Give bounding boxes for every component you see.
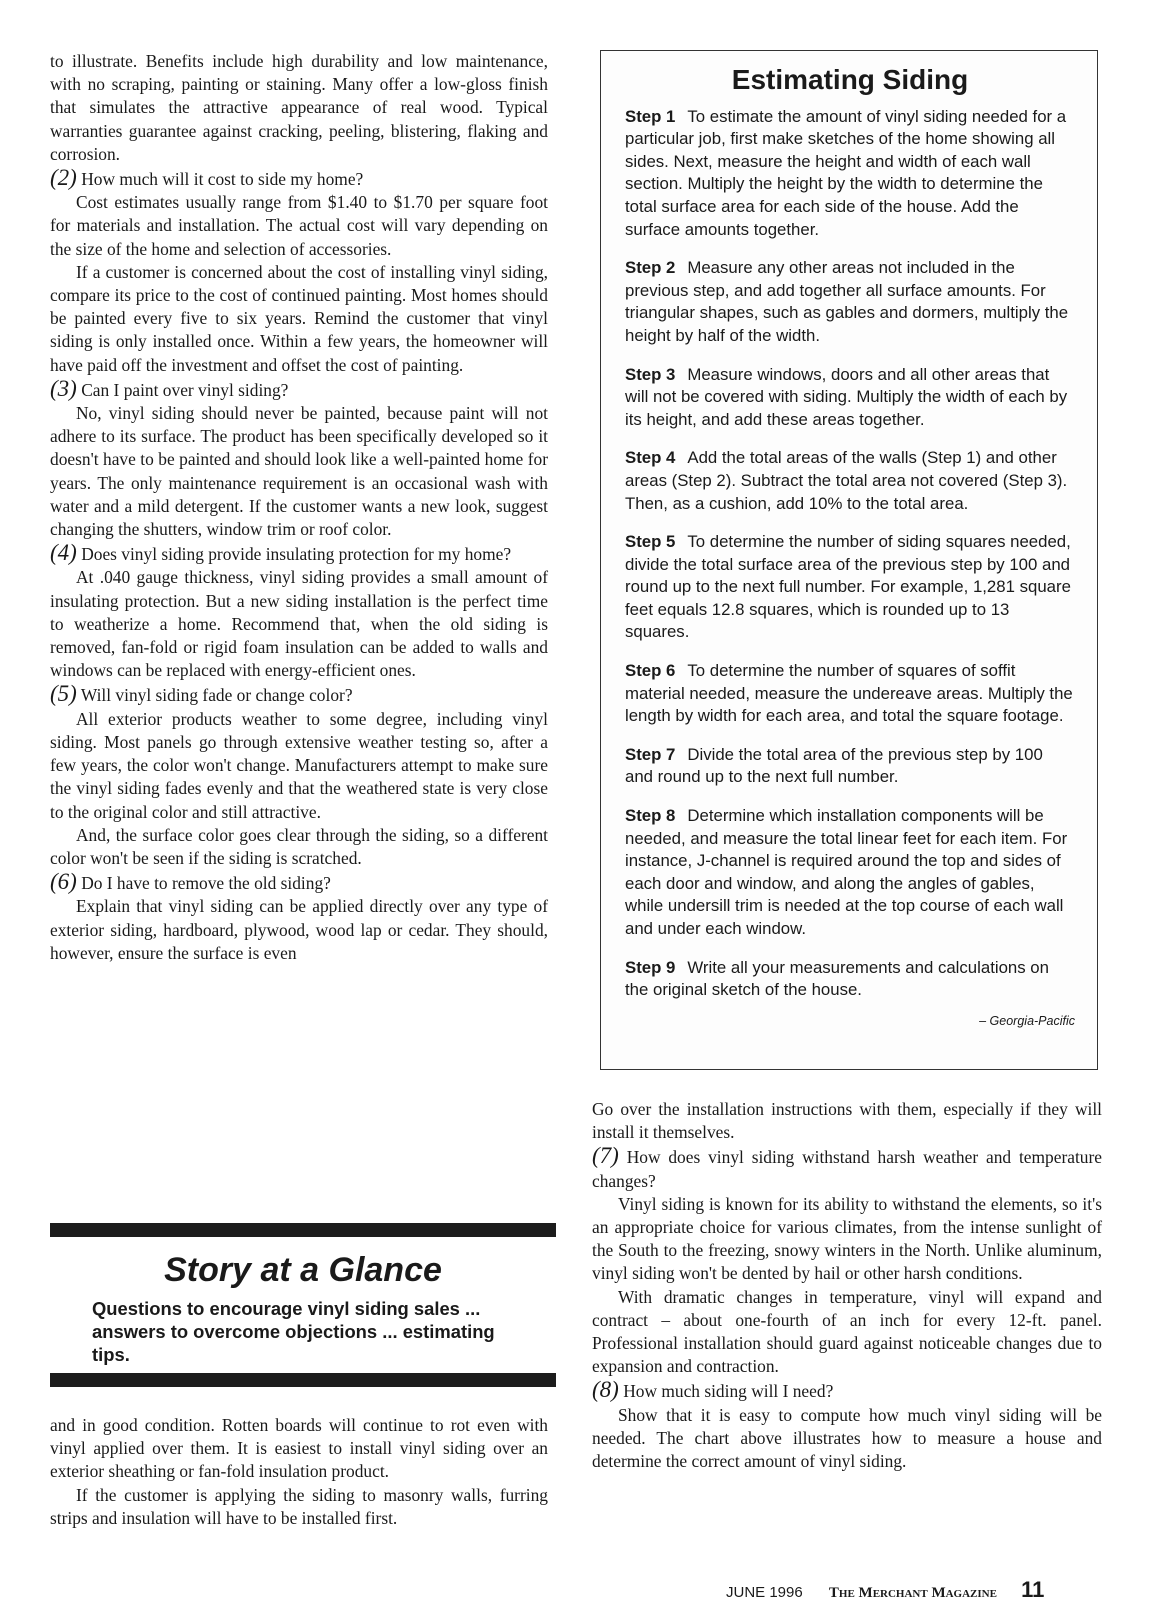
question-text: Will vinyl siding fade or change color? [80, 685, 353, 706]
question-number: (3) [50, 375, 77, 401]
answer-paragraph: Go over the installation instructions with them, especially if they will install it themselves. [592, 1099, 1102, 1143]
question-text: How much siding will I need? [623, 1381, 834, 1402]
answer-paragraph: All exterior products weather to some degree, including vinyl siding. Most panels go through extensive weather testing so, after a few years, the color won't change. Manufacturers attempt to make sure the vinyl siding fades evenly and that the weathered state is very close to the original color and still attractive. [50, 708, 548, 822]
step-label: Step 4 [625, 448, 676, 468]
left-column-continued [50, 1414, 548, 1530]
question-4 [50, 541, 548, 566]
question-number: (7) [592, 1143, 619, 1169]
step-label: Step 2 [625, 258, 676, 278]
step-text: Determine which installation components will be needed, and measure the total linear feet for each item. For instance, J-channel is required around the top and sides of each door and window, and along the angles of gables, while undersill trim is needed at the top course of each wall and under each window. [625, 806, 1068, 938]
question-number: (4) [50, 540, 77, 566]
sidebar-title: Estimating Siding [731, 64, 969, 95]
question-7 [592, 1144, 1102, 1192]
step-text: Measure any other areas not included in the previous step, and add together all surface amounts. For triangular shapes, such as gables and dormers, multiply the height by half of the width. [625, 258, 1069, 345]
answer-paragraph: Show that it is easy to compute how much vinyl siding will be needed. The chart above illustrates how to measure a house and determine the correct amount of vinyl siding. [592, 1404, 1102, 1472]
question-2 [50, 166, 548, 191]
question-number: (5) [50, 681, 77, 707]
question-number: (2) [50, 165, 77, 191]
step-label: Step 8 [625, 806, 676, 826]
question-8 [592, 1378, 1102, 1403]
question-6 [50, 870, 548, 895]
question-number: (6) [50, 869, 77, 895]
page-footer [726, 1577, 1044, 1603]
step-8 [625, 805, 1075, 941]
intro-paragraph: to illustrate. Benefits include high durability and low maintenance, with no scraping, painting or staining. Many offer a low-gloss finish that simulates the attractive appearance of real wood. Typical warranties guarantee against cracking, peeling, blistering, flaking and corrosion. [50, 51, 548, 164]
step-text: Divide the total area of the previous step by 100 and round up to the next full number. [625, 744, 1043, 787]
step-4 [625, 447, 1075, 515]
step-text: Add the total areas of the walls (Step 1) and other areas (Step 2). Subtract the total area not covered (Step 3). Then, as a cushion, add 10% to the total area. [625, 448, 1068, 513]
step-text: To determine the number of squares of soffit material needed, measure the undereave areas. Multiply the length by width for each area, and total the square footage. [625, 661, 1073, 726]
top-rule [50, 1223, 556, 1237]
step-text: Write all your measurements and calculations on the original sketch of the house. [625, 957, 1049, 1000]
left-column [50, 50, 548, 965]
glance-subtitle: Questions to encourage vinyl siding sales ... answers to overcome objections ... estimating tips. [92, 1298, 495, 1365]
right-column [592, 1098, 1102, 1473]
question-5 [50, 682, 548, 707]
step-1 [625, 106, 1075, 242]
answer-paragraph: At .040 gauge thickness, vinyl siding provides a small amount of insulating protection. But a new siding installation is the perfect time to weatherize a home. Recommend that, when the old siding is removed, fan-fold or rigid foam insulation can be added to walls and windows can be replaced with energy-efficient ones. [50, 567, 548, 681]
question-number: (8) [592, 1377, 619, 1403]
step-3 [625, 364, 1075, 432]
issue-date: JUNE 1996 [726, 1584, 803, 1601]
step-6 [625, 660, 1075, 728]
estimating-siding-sidebar [600, 50, 1098, 1070]
step-2 [625, 257, 1075, 347]
question-text: How much will it cost to side my home? [81, 169, 364, 190]
step-label: Step 7 [625, 744, 676, 764]
answer-paragraph: If the customer is applying the siding to masonry walls, furring strips and insulation will have to be installed first. [50, 1484, 548, 1528]
step-text: To estimate the amount of vinyl siding needed for a particular job, first make sketches of the home showing all sides. Next, measure the height and width of each wall section. Multiply the height by the width to determine the total surface area for each side of the house. Add the surface amounts together. [625, 106, 1067, 239]
step-text: Measure windows, doors and all other areas that will not be covered with siding. Multiply the width of each by its height, and add these areas together. [625, 364, 1068, 429]
question-text: Do I have to remove the old siding? [81, 873, 331, 894]
step-label: Step 3 [625, 364, 676, 384]
step-label: Step 6 [625, 661, 676, 681]
question-3 [50, 377, 548, 402]
magazine-name: The Merchant Magazine [828, 1585, 997, 1601]
step-label: Step 9 [625, 957, 676, 977]
page-number: 11 [1021, 1577, 1045, 1602]
answer-paragraph: Cost estimates usually range from $1.40 to $1.70 per square foot for materials and installation. The actual cost will vary depending on the size of the home and selection of accessories. [50, 192, 548, 259]
answer-paragraph: Explain that vinyl siding can be applied directly over any type of exterior siding, hardboard, plywood, wood lap or cedar. They should, however, ensure the surface is even [50, 896, 548, 963]
story-at-a-glance [50, 1223, 556, 1387]
question-text: How does vinyl siding withstand harsh weather and temperature changes? [592, 1147, 1102, 1191]
step-text: To determine the number of siding squares needed, divide the total surface area of the previous step by 100 and round up to the next full number. For example, 1,281 square feet equals 12.8 squares, which is rounded up to 13 squares. [625, 532, 1071, 642]
step-9 [625, 957, 1075, 1002]
sidebar-credit: – Georgia-Pacific [979, 1013, 1075, 1028]
answer-paragraph: No, vinyl siding should never be painted, because paint will not adhere to its surface. The product has been specifically developed so it doesn't have to be painted and should look like a well-painted home for years. The only maintenance requirement is an occasional wash with water and a mild detergent. If the customer wants a new look, suggest changing the shutters, window trim or roof color. [50, 403, 548, 540]
step-5 [625, 531, 1075, 644]
answer-paragraph: and in good condition. Rotten boards will continue to rot even with vinyl applied over them. It is easiest to install vinyl siding over an exterior sheathing or fan-fold insulation product. [50, 1415, 548, 1482]
question-text: Does vinyl siding provide insulating protection for my home? [81, 544, 512, 565]
bottom-rule [50, 1373, 556, 1387]
answer-paragraph: With dramatic changes in temperature, vinyl will expand and contract – about one-fourth of an inch for every 12-ft. panel. Professional installation should guard against noticeable changes due to expansion and contraction. [592, 1286, 1102, 1377]
answer-paragraph: Vinyl siding is known for its ability to withstand the elements, so it's an appropriate choice for various climates, from the intense sunlight of the South to the freezing, snowy winters in the North. Unlike aluminum, vinyl siding won't be dented by hail or other harsh conditions. [592, 1193, 1102, 1284]
glance-title: Story at a Glance [164, 1251, 442, 1289]
answer-paragraph: If a customer is concerned about the cost of installing vinyl siding, compare its price to the cost of continued painting. Most homes should be painted every five to six years. Remind the customer that vinyl siding is only installed once. Within a few years, the homeowner will have paid off the investment and offset the cost of painting. [50, 261, 548, 375]
step-label: Step 5 [625, 532, 676, 552]
question-text: Can I paint over vinyl siding? [81, 379, 289, 400]
answer-paragraph: And, the surface color goes clear through the siding, so a different color won't be seen if the siding is scratched. [50, 824, 548, 868]
step-7 [625, 744, 1075, 789]
step-label: Step 1 [625, 106, 676, 126]
